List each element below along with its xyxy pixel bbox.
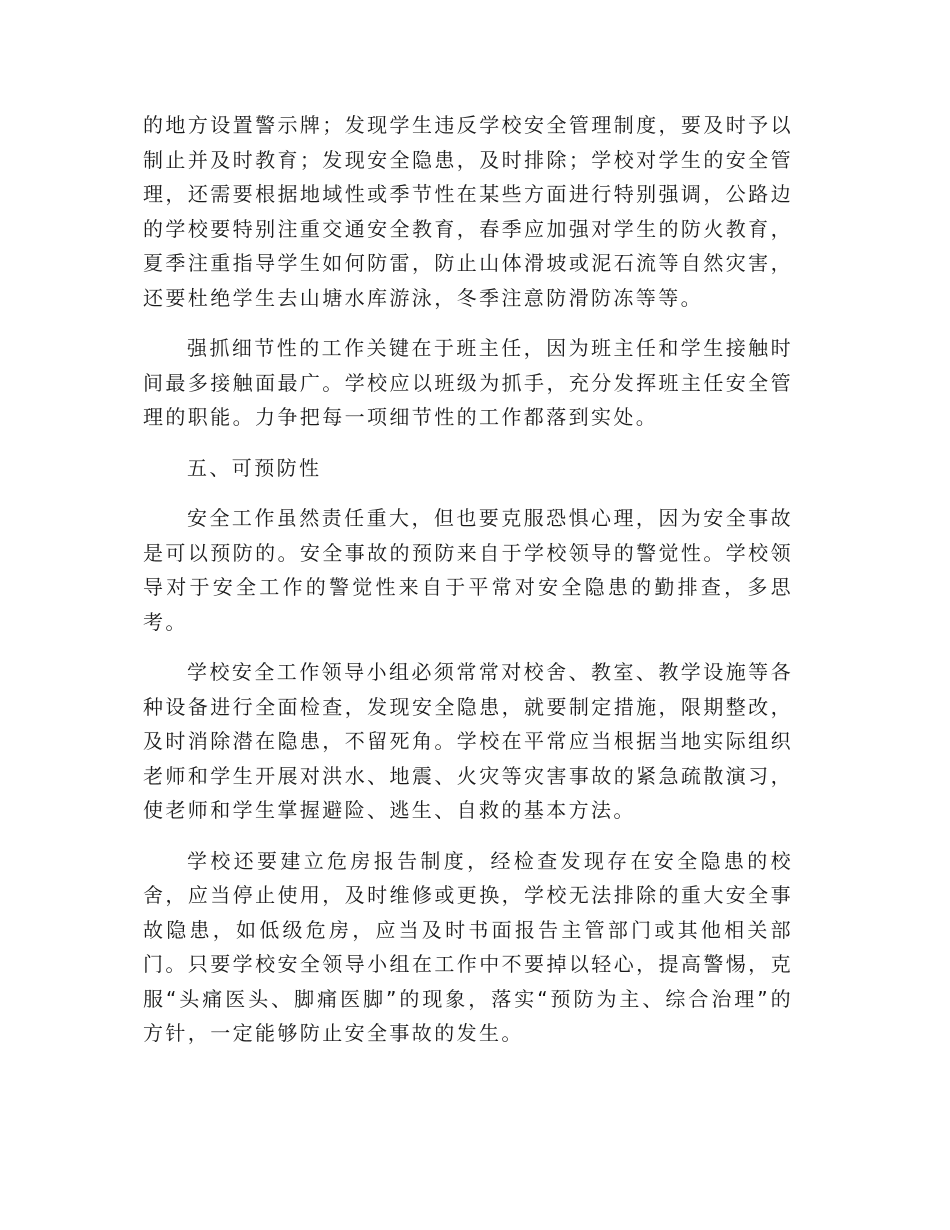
paragraph-class-teacher: 强抓细节性的工作关键在于班主任，因为班主任和学生接触时间最多接触面最广。学校应以班级为抓手，充分发挥班主任安全管理的职能。力争把每一项细节性的工作都落到实处。 xyxy=(143,336,793,429)
paragraph-preventable: 安全工作虽然责任重大，但也要克服恐惧心理，因为安全事故是可以预防的。安全事故的预防来自于学校领导的警觉性。学校领导对于安全工作的警觉性来自于平常对安全隐患的勤排查，多思考。 xyxy=(143,506,793,634)
paragraph-inspection: 学校安全工作领导小组必须常常对校舍、教室、教学设施等各种设备进行全面检查，发现安全隐患，就要制定措施，限期整改，及时消除潜在隐患，不留死角。学校在平常应当根据当地实际组织老师和学生开展对洪水、地震、火灾等灾害事故的紧急疏散演习，使老师和学生掌握避险、逃生、自救的基本方法。 xyxy=(143,660,793,822)
section-heading-preventability: 五、可预防性 xyxy=(187,455,322,480)
document-body xyxy=(143,108,793,1067)
paragraph-continued: 的地方设置警示牌；发现学生违反学校安全管理制度，要及时予以制止并及时教育；发现安全隐患，及时排除；学校对学生的安全管理，还需要根据地域性或季节性在某些方面进行特别强调，公路边的学校要特别注重交通安全教育，春季应加强对学生的防火教育，夏季注重指导学生如何防雷，防止山体滑坡或泥石流等自然灾害，还要杜绝学生去山塘水库游泳，冬季注意防滑防冻等等。 xyxy=(143,113,793,310)
paragraph-dangerous-buildings: 学校还要建立危房报告制度，经检查发现存在安全隐患的校舍，应当停止使用，及时维修或更换，学校无法排除的重大安全事故隐患，如低级危房，应当及时书面报告主管部门或其他相关部门。只要学校安全领导小组在工作中不要掉以轻心，提高警惕，克服“头痛医头、脚痛医脚”的现象，落实“预防为主、综合治理”的方针，一定能够防止安全事故的发生。 xyxy=(143,848,793,1045)
